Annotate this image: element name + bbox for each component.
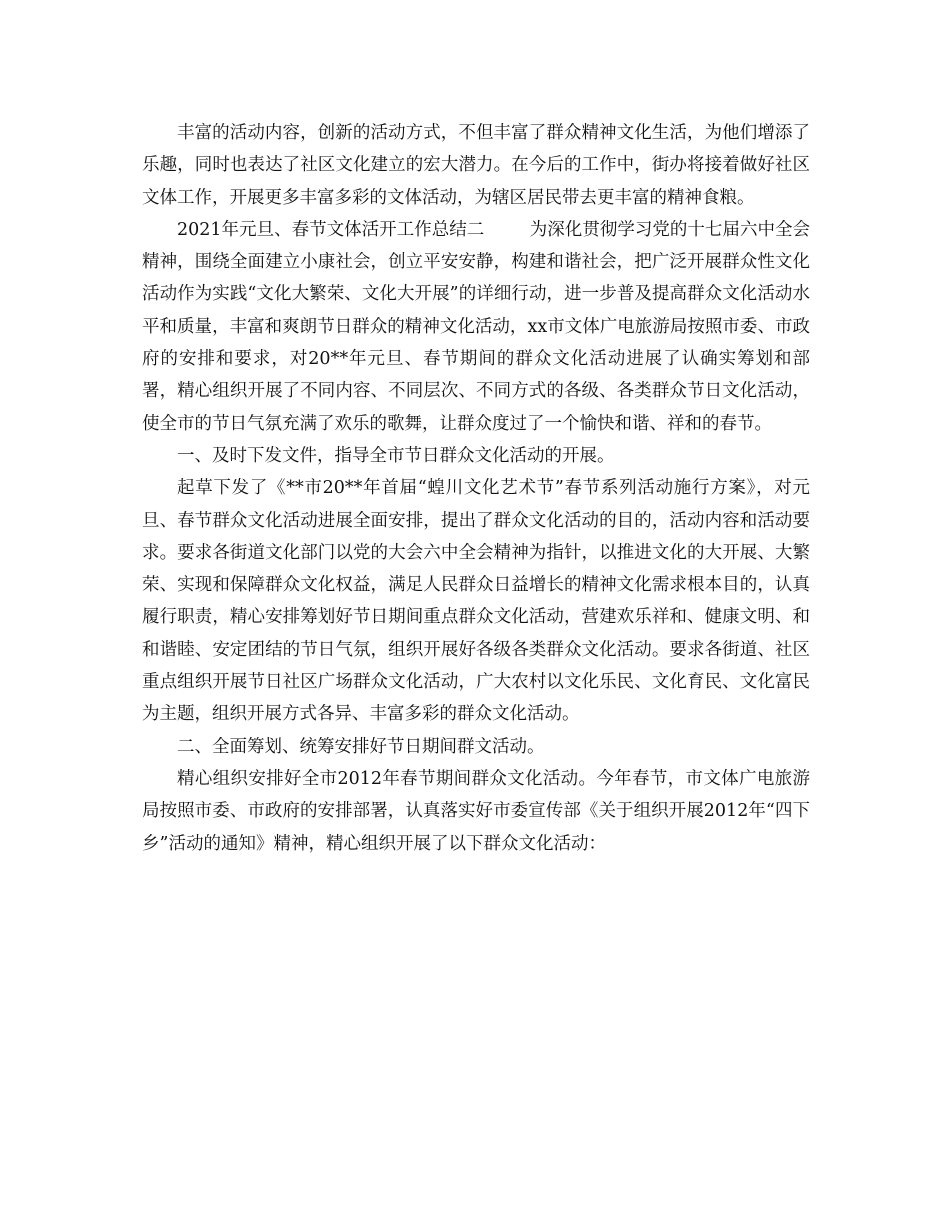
- heading-1: 一、及时下发文件，指导全市节日群众文化活动的开展。: [177, 445, 615, 466]
- heading-2: 二、全面筹划、统筹安排好节日期间群文活动。: [177, 736, 545, 757]
- section-title: 2021年元旦、春节文体活开工作总结二: [177, 219, 485, 240]
- paragraph-1: 丰富的活动内容，创新的活动方式，不但丰富了群众精神文化生活，为他们增添了乐趣，同时也表达了社区文化建立的宏大潜力。在今后的工作中，街办将接着做好社区文体工作，开展更多丰富多彩的文体活动，为辖区居民带去更丰富的精神食粮。: [142, 123, 810, 208]
- paragraph-2-body: 为深化贯彻学习党的十七届六中全会精神，围绕全面建立小康社会，创立平安安静，构建和谐社会，把广泛开展群众性文化活动作为实践“文化大繁荣、文化大开展”的详细行动，进一步普及提高群众文化活动水平和质量，丰富和爽朗节日群众的精神文化活动，xx市文体广电旅游局按照市委、市政府的安排和要求，对20**年元旦、春节期间的群众文化活动进展了认确实筹划和部署，精心组织开展了不同内容、不同层次、不同方式的各级、各类群众节日文化活动，使全市的节日气氛充满了欢乐的歌舞，让群众度过了一个愉快和谐、祥和的春节。: [142, 219, 810, 434]
- paragraph-4: 精心组织安排好全市2012年春节期间群众文化活动。今年春节，市文体广电旅游局按照市委、市政府的安排部署，认真落实好市委宣传部《关于组织开展2012年“四下乡”活动的通知》精神，精心组织开展了以下群众文化活动：: [142, 768, 810, 854]
- paragraph-2: [142, 214, 810, 440]
- document-page: [142, 117, 810, 860]
- paragraph-3: 起草下发了《**市20**年首届“蝗川文化艺术节”春节系列活动施行方案》，对元旦、春节群众文化活动进展全面安排，提出了群众文化活动的目的，活动内容和活动要求。要求各街道文化部门以党的大会六中全会精神为指针，以推进文化的大开展、大繁荣、实现和保障群众文化权益，满足人民群众日益增长的精神文化需求根本目的，认真履行职责，精心安排筹划好节日期间重点群众文化活动，营建欢乐祥和、健康文明、和和谐睦、安定团结的节日气氛，组织开展好各级各类群众文化活动。要求各街道、社区重点组织开展节日社区广场群众文化活动，广大农村以文化乐民、文化育民、文化富民为主题，组织开展方式各异、丰富多彩的群众文化活动。: [142, 478, 810, 725]
